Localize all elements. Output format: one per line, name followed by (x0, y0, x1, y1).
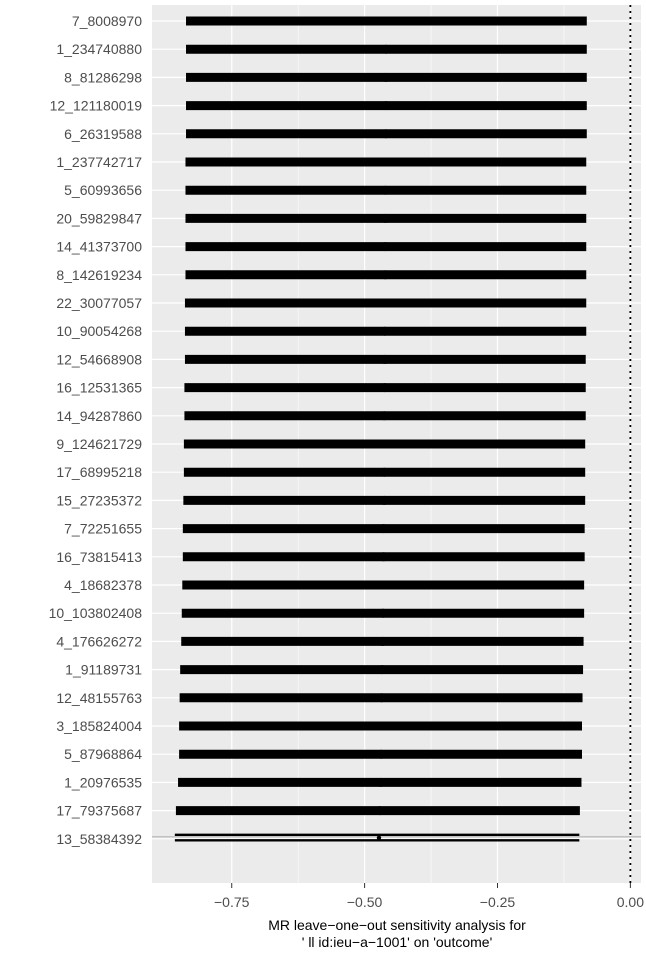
y-tick-label: 14_94287860 (56, 407, 142, 424)
estimate-point (375, 806, 384, 815)
estimate-point (381, 101, 390, 110)
y-tick-label: 16_73815413 (56, 548, 142, 565)
y-tick-label: 5_87968864 (64, 746, 142, 763)
x-axis-title-line-1: MR leave−one−out sensitivity analysis for (268, 917, 526, 933)
y-tick-label: 17_68995218 (56, 464, 142, 481)
y-tick-label: 3_185824004 (56, 718, 142, 734)
y-tick-label: 12_54668908 (56, 351, 142, 368)
overall-estimate-point (377, 836, 381, 840)
estimate-point (381, 129, 390, 138)
estimate-point (380, 468, 389, 477)
y-tick-label: 1_237742717 (56, 154, 142, 170)
estimate-point (377, 722, 386, 731)
estimate-point (379, 609, 388, 618)
y-tick-label: 8_81286298 (64, 69, 142, 86)
x-tick-label: −0.25 (479, 894, 516, 910)
estimate-point (381, 17, 390, 26)
estimate-point (380, 355, 389, 364)
x-axis-ticks (214, 883, 644, 910)
estimate-point (379, 581, 388, 590)
y-tick-label: 1_234740880 (56, 41, 142, 58)
estimate-point (381, 186, 390, 195)
y-tick-label: 10_90054268 (56, 323, 142, 340)
y-tick-label: 7_8008970 (71, 13, 142, 29)
estimate-point (380, 440, 389, 449)
y-tick-label: 15_27235372 (56, 492, 142, 509)
estimate-point (381, 45, 390, 54)
estimate-point (378, 665, 387, 674)
estimate-point (379, 552, 388, 561)
y-tick-label: 16_12531365 (56, 379, 142, 396)
estimate-point (381, 214, 390, 223)
y-axis-tick-labels (49, 13, 143, 847)
estimate-point (380, 411, 389, 420)
estimate-point (381, 158, 390, 167)
x-axis-title-line-2: ' ll id:ieu−a−1001' on 'outcome' (301, 934, 493, 950)
y-tick-label: 5_60993656 (64, 182, 142, 199)
estimate-point (377, 750, 386, 759)
y-tick-label: 4_18682378 (64, 577, 142, 593)
y-tick-label: 1_91189731 (65, 661, 142, 678)
estimate-point (379, 524, 388, 533)
y-tick-label: 7_72251655 (64, 520, 142, 537)
y-tick-label: 20_59829847 (56, 210, 142, 227)
estimate-point (378, 637, 387, 646)
y-tick-label: 9_124621729 (56, 436, 142, 452)
y-tick-label: 10_103802408 (48, 605, 142, 622)
y-tick-label: 4_176626272 (56, 633, 142, 650)
y-tick-label: 8_142619234 (56, 266, 142, 283)
y-tick-label: 1_20976535 (64, 774, 142, 791)
estimate-point (380, 383, 389, 392)
estimate-point (376, 778, 385, 787)
estimate-point (380, 496, 389, 505)
estimate-point (381, 73, 390, 82)
x-tick-label: 0.00 (616, 894, 644, 910)
estimate-point (381, 270, 390, 279)
y-tick-label: 14_41373700 (56, 238, 142, 255)
y-tick-label: 22_30077057 (56, 295, 142, 311)
y-tick-label: 12_121180019 (49, 97, 142, 114)
estimate-point (380, 327, 389, 336)
estimate-point (377, 693, 386, 702)
x-tick-label: −0.50 (346, 894, 383, 910)
y-tick-label: 6_26319588 (64, 125, 142, 142)
x-tick-label: −0.75 (214, 894, 250, 910)
y-tick-label: 12_48155763 (56, 689, 142, 706)
estimate-point (380, 299, 389, 308)
estimate-point (381, 242, 390, 251)
y-tick-label: 17_79375687 (56, 802, 142, 819)
y-tick-label: 13_58384392 (56, 830, 142, 847)
